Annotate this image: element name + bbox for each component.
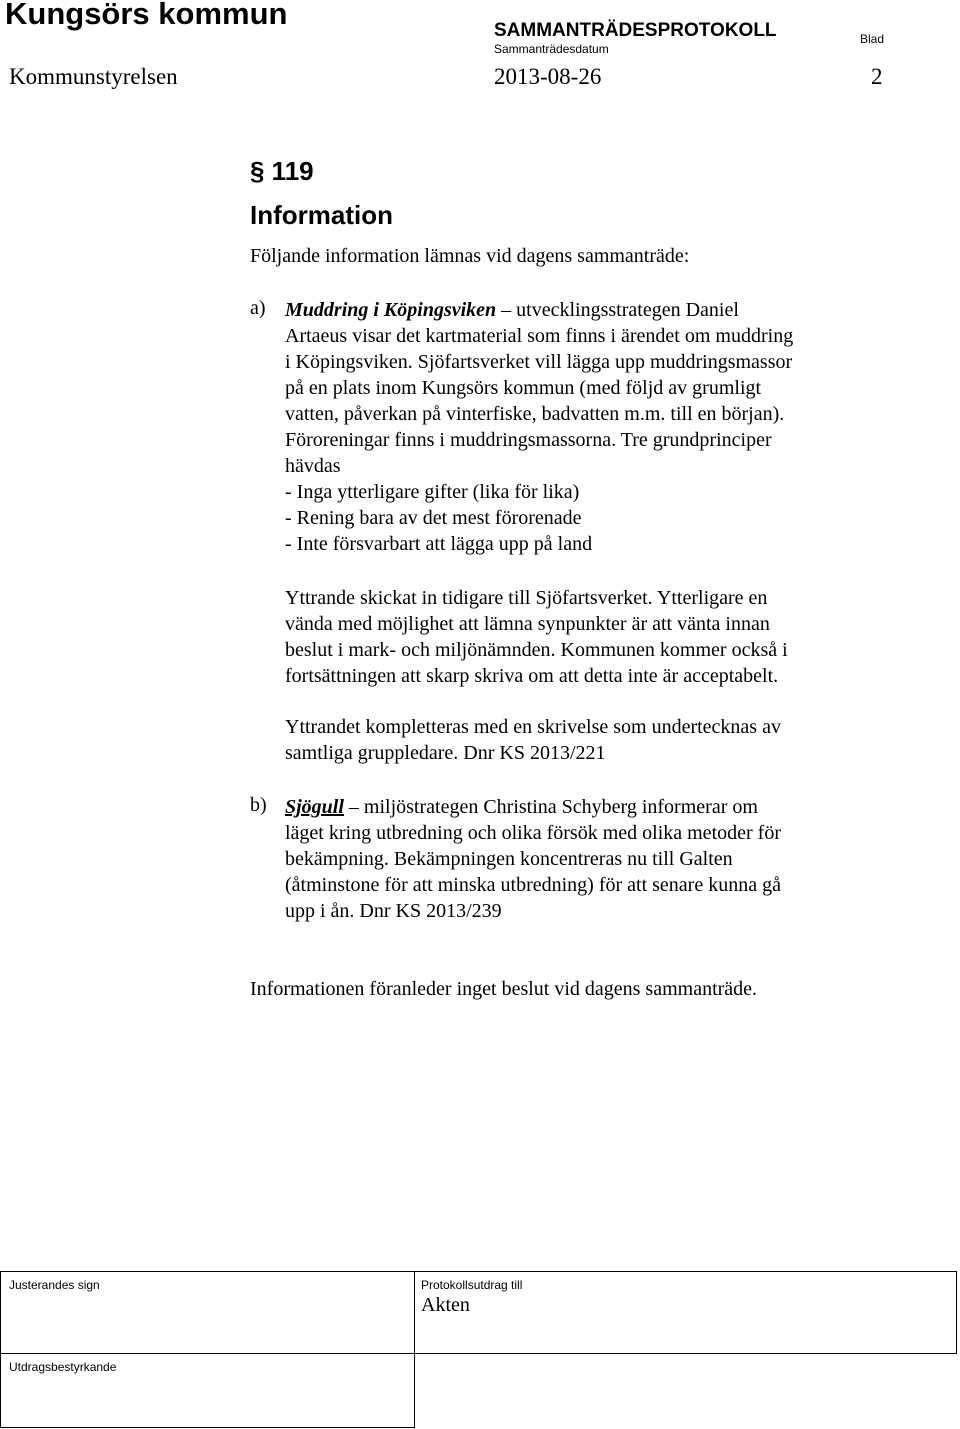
item-a-topic: Muddring i Köpingsviken	[285, 299, 497, 321]
item-b-topic: Sjögull	[285, 796, 344, 818]
item-b-line: (åtminstone för att minska utbredning) för att senare kunna gå	[285, 874, 781, 896]
protokollsutdrag-cell	[414, 1271, 957, 1354]
conclusion-text: Informationen föranleder inget beslut vid dagens sammanträde.	[250, 978, 758, 1000]
page-number: 2	[871, 64, 883, 89]
item-a-paragraph-2	[285, 585, 788, 689]
item-b-marker: b)	[250, 794, 267, 816]
item-a-line: Föroreningar finns i muddringsmassorna. Tre grundprinciper	[285, 429, 772, 451]
item-b-first-line-rest: – miljöstrategen Christina Schyberg informerar om	[343, 796, 758, 818]
utdragsbestyrkande-label: Utdragsbestyrkande	[9, 1360, 117, 1374]
item-a-line: på en plats inom Kungsörs kommun (med följd av grumligt	[285, 377, 762, 399]
item-a-p2-line: Yttrande skickat in tidigare till Sjöfartsverket. Ytterligare en	[285, 587, 768, 609]
item-a-body	[285, 297, 793, 557]
item-a-line: hävdas	[285, 455, 341, 477]
item-a-marker: a)	[250, 297, 266, 319]
item-a-p2-line: fortsättningen att skarp skriva om att detta inte är acceptabelt.	[285, 665, 779, 687]
justerandes-sign-label: Justerandes sign	[9, 1278, 100, 1292]
meeting-date-label: Sammanträdesdatum	[494, 42, 609, 56]
item-a-line: - Rening bara av det mest förorenade	[285, 507, 582, 529]
protokollsutdrag-label: Protokollsutdrag till	[421, 1278, 523, 1292]
item-a-p3-line: Yttrandet kompletteras med en skrivelse som undertecknas av	[285, 716, 781, 738]
item-b-body	[285, 794, 781, 924]
item-b-line: upp i ån. Dnr KS 2013/239	[285, 900, 502, 922]
section-title: Information	[250, 200, 393, 230]
justerandes-sign-cell	[0, 1271, 415, 1354]
utdragsbestyrkande-cell	[0, 1353, 415, 1428]
item-a-p3-line: samtliga gruppledare. Dnr KS 2013/221	[285, 742, 606, 764]
item-a-p2-line: vända med möjlighet att lämna synpunkter är att vänta innan	[285, 613, 770, 635]
protocol-title: SAMMANTRÄDESPROTOKOLL	[494, 20, 777, 41]
item-a-line: vatten, påverkan på vinterfiske, badvatten m.m. till en början).	[285, 403, 785, 425]
item-a-p2-line: beslut i mark- och miljönämnden. Kommunen kommer också i	[285, 639, 788, 661]
item-a-first-line	[285, 297, 793, 323]
page-label: Blad	[860, 32, 885, 46]
item-b-first-line	[285, 794, 781, 820]
protokollsutdrag-value: Akten	[421, 1294, 470, 1316]
section-number: § 119	[250, 156, 314, 186]
meeting-date: 2013-08-26	[494, 64, 602, 89]
item-a-line: - Inte försvarbart att lägga upp på land	[285, 533, 593, 555]
item-a-first-line-rest: – utvecklingsstrategen Daniel	[496, 299, 739, 321]
item-b-line: läget kring utbredning och olika försök med olika metoder för	[285, 822, 781, 844]
signature-table	[0, 1271, 957, 1428]
intro-text: Följande information lämnas vid dagens sammanträde:	[250, 245, 690, 267]
item-a-paragraph-3	[285, 714, 781, 766]
item-b-line: bekämpning. Bekämpningen koncentreras nu till Galten	[285, 848, 733, 870]
board-name: Kommunstyrelsen	[9, 64, 178, 89]
item-a-line: Artaeus visar det kartmaterial som finns i ärendet om muddring	[285, 325, 794, 347]
item-a-line: - Inga ytterligare gifter (lika för lika)	[285, 481, 580, 503]
municipality-name: Kungsörs kommun	[5, 0, 288, 31]
item-a-line: i Köpingsviken. Sjöfartsverket vill lägga upp muddringsmassor	[285, 351, 793, 373]
